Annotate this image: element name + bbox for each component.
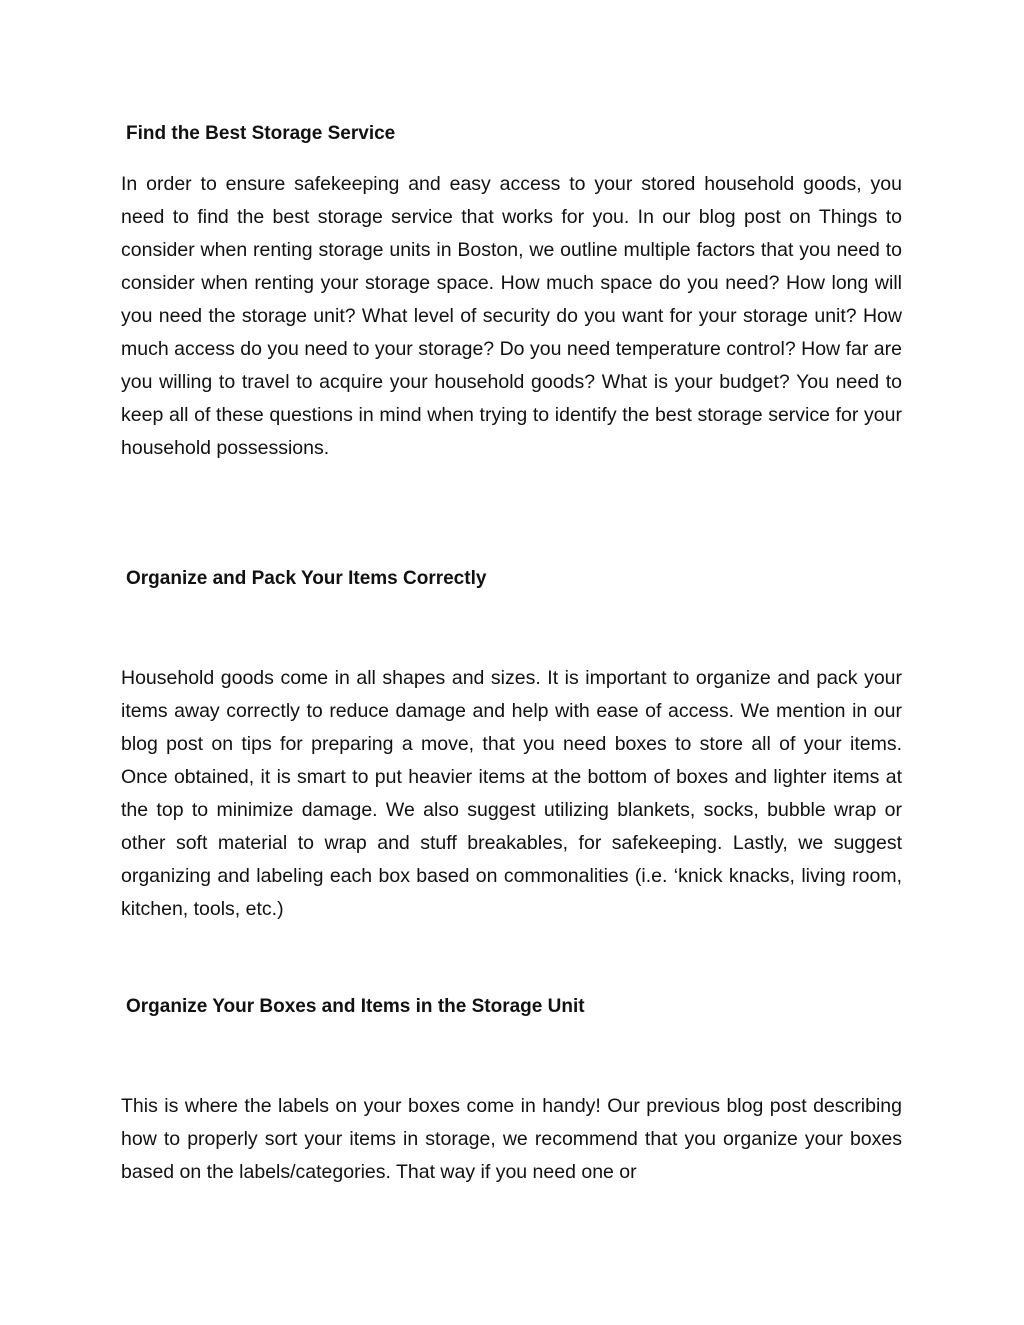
section-body-organize-pack: Household goods come in all shapes and sizes. It is important to organize and pack your items away correctly to reduce damage and help with ease of access. We mention in our blog post on tips for preparing a move, that you need boxes to store all of your items. Once obtained, it is smart to put heavier items at the bottom of boxes and lighter items at the top to minimize damage. We also suggest utilizing blankets, socks, bubble wrap or other soft material to wrap and stuff breakables, for safekeeping. Lastly, we suggest organizing and labeling each box based on commonalities (i.e. ‘knick knacks, living room, kitchen, tools, etc.) [121,667,902,920]
section-heading-organize-boxes: Organize Your Boxes and Items in the Storage Unit [126,996,585,1017]
section-body-organize-boxes: This is where the labels on your boxes come in handy! Our previous blog post describing how to properly sort your items in storage, we recommend that you organize your boxes based on the labels/categories. That way if you need one or [121,1095,902,1183]
section-heading-organize-pack: Organize and Pack Your Items Correctly [126,568,487,589]
section-heading-find-storage: Find the Best Storage Service [126,123,396,144]
section-body-find-storage: In order to ensure safekeeping and easy access to your stored household goods, you need to find the best storage service that works for you. In our blog post on Things to consider when renting storage units in Boston, we outline multiple factors that you need to consider when renting your storage space. How much space do you need? How long will you need the storage unit? What level of security do you want for your storage unit? How much access do you need to your storage? Do you need temperature control? How far are you willing to travel to acquire your household goods? What is your budget? You need to keep all of these questions in mind when trying to identify the best storage service for your household possessions. [121,173,902,459]
